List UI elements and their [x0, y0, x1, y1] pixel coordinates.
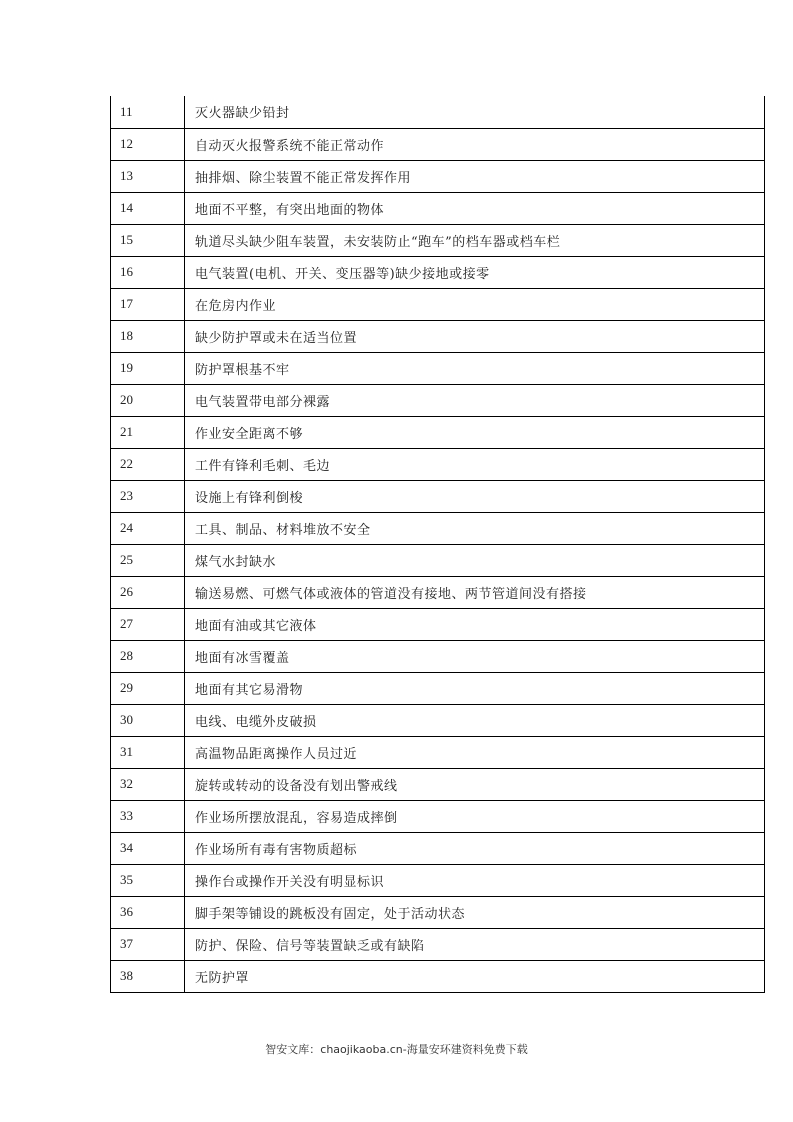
table-row	[111, 192, 765, 224]
row-number: 15	[111, 224, 185, 256]
hazard-description: 操作台或操作开关没有明显标识	[185, 864, 765, 896]
table-row	[111, 320, 765, 352]
hazard-description: 防护、保险、信号等装置缺乏或有缺陷	[185, 928, 765, 960]
row-number: 38	[111, 960, 185, 992]
hazard-description: 高温物品距离操作人员过近	[185, 736, 765, 768]
table-row	[111, 96, 765, 128]
hazard-description: 设施上有锋利倒梭	[185, 480, 765, 512]
row-number: 25	[111, 544, 185, 576]
row-number: 27	[111, 608, 185, 640]
hazard-description: 轨道尽头缺少阻车装置，未安装防止“跑车”的档车器或档车栏	[185, 224, 765, 256]
table-row	[111, 736, 765, 768]
hazard-description: 作业场所有毒有害物质超标	[185, 832, 765, 864]
table-row	[111, 416, 765, 448]
row-number: 19	[111, 352, 185, 384]
row-number: 31	[111, 736, 185, 768]
table-row	[111, 544, 765, 576]
hazard-description: 抽排烟、除尘装置不能正常发挥作用	[185, 160, 765, 192]
hazard-description: 在危房内作业	[185, 288, 765, 320]
row-number: 16	[111, 256, 185, 288]
row-number: 11	[111, 96, 185, 128]
table-row	[111, 608, 765, 640]
table-row	[111, 448, 765, 480]
row-number: 24	[111, 512, 185, 544]
hazard-description: 灭火器缺少铅封	[185, 96, 765, 128]
hazard-description: 电气装置带电部分裸露	[185, 384, 765, 416]
hazard-description: 脚手架等铺设的跳板没有固定，处于活动状态	[185, 896, 765, 928]
hazard-description: 地面有其它易滑物	[185, 672, 765, 704]
table-row	[111, 832, 765, 864]
hazard-description: 地面有油或其它液体	[185, 608, 765, 640]
hazard-description: 地面不平整，有突出地面的物体	[185, 192, 765, 224]
row-number: 33	[111, 800, 185, 832]
table-row	[111, 384, 765, 416]
row-number: 17	[111, 288, 185, 320]
row-number: 34	[111, 832, 185, 864]
table-row	[111, 864, 765, 896]
hazard-description: 地面有冰雪覆盖	[185, 640, 765, 672]
hazard-description: 作业场所摆放混乱，容易造成摔倒	[185, 800, 765, 832]
hazard-description: 工具、制品、材料堆放不安全	[185, 512, 765, 544]
hazard-description: 无防护罩	[185, 960, 765, 992]
hazard-description: 旋转或转动的设备没有划出警戒线	[185, 768, 765, 800]
table-row	[111, 896, 765, 928]
row-number: 28	[111, 640, 185, 672]
table-row	[111, 160, 765, 192]
hazard-description: 缺少防护罩或未在适当位置	[185, 320, 765, 352]
row-number: 32	[111, 768, 185, 800]
row-number: 30	[111, 704, 185, 736]
hazard-description: 电气装置(电机、开关、变压器等)缺少接地或接零	[185, 256, 765, 288]
table-row	[111, 288, 765, 320]
table-row	[111, 256, 765, 288]
table-row	[111, 768, 765, 800]
hazard-description: 作业安全距离不够	[185, 416, 765, 448]
table-row	[111, 960, 765, 992]
row-number: 37	[111, 928, 185, 960]
table-row	[111, 224, 765, 256]
row-number: 23	[111, 480, 185, 512]
table-row	[111, 512, 765, 544]
table-row	[111, 480, 765, 512]
row-number: 22	[111, 448, 185, 480]
row-number: 36	[111, 896, 185, 928]
hazard-table	[110, 96, 765, 993]
row-number: 29	[111, 672, 185, 704]
hazard-description: 电线、电缆外皮破损	[185, 704, 765, 736]
row-number: 18	[111, 320, 185, 352]
hazard-description: 工件有锋利毛刺、毛边	[185, 448, 765, 480]
row-number: 21	[111, 416, 185, 448]
hazard-description: 输送易燃、可燃气体或液体的管道没有接地、两节管道间没有搭接	[185, 576, 765, 608]
row-number: 13	[111, 160, 185, 192]
table-row	[111, 640, 765, 672]
table-row	[111, 128, 765, 160]
row-number: 14	[111, 192, 185, 224]
row-number: 12	[111, 128, 185, 160]
table-row	[111, 928, 765, 960]
row-number: 20	[111, 384, 185, 416]
table-row	[111, 800, 765, 832]
row-number: 35	[111, 864, 185, 896]
table-row	[111, 576, 765, 608]
table-row	[111, 352, 765, 384]
page-footer: 智安文库：chaojikaoba.cn-海量安环建资料免费下载	[265, 1043, 528, 1056]
hazard-description: 自动灭火报警系统不能正常动作	[185, 128, 765, 160]
row-number: 26	[111, 576, 185, 608]
hazard-description: 防护罩根基不牢	[185, 352, 765, 384]
table-row	[111, 672, 765, 704]
hazard-description: 煤气水封缺水	[185, 544, 765, 576]
table-row	[111, 704, 765, 736]
